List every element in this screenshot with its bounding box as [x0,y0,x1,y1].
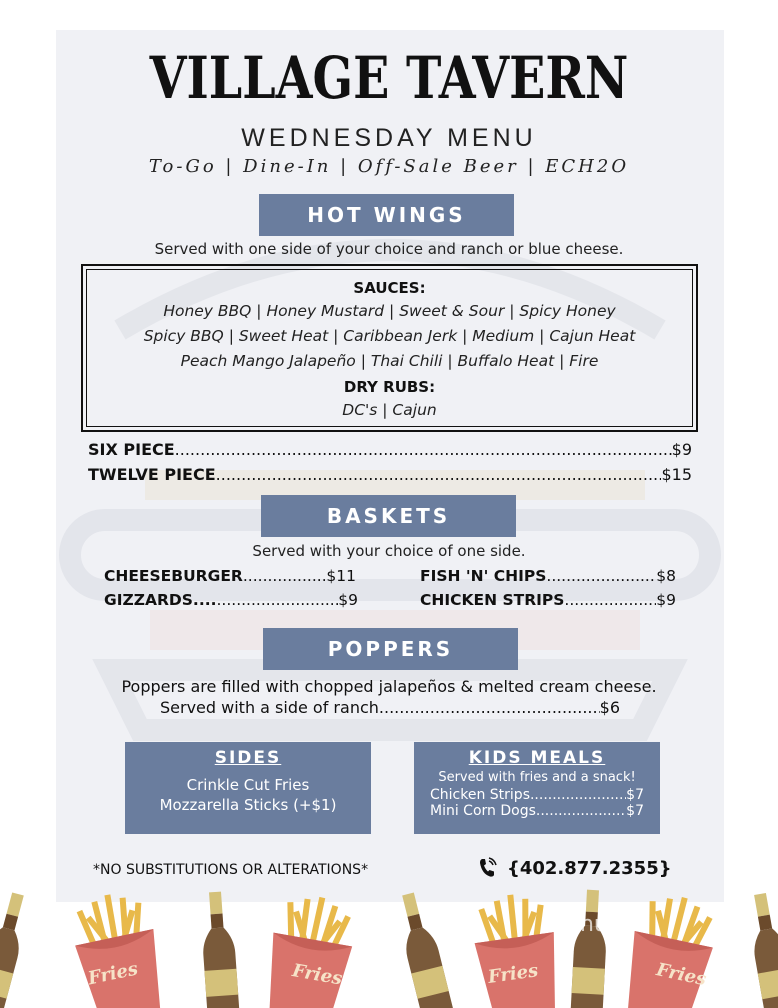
fries-label: Fries [486,960,540,988]
phone-text: {402.877.2355} [507,857,672,879]
item-price: $15 [661,465,692,484]
hot-wings-description: Served with one side of your choice and ranch or blue cheese. [154,240,624,258]
baskets-banner: BASKETS [261,495,516,537]
phone-icon [477,857,497,879]
fries-label: Fries [654,959,709,991]
kids-meals-box [414,742,660,834]
menu-item [420,591,676,609]
sauce-line: Honey BBQ | Honey Mustard | Sweet & Sour | Spicy Honey [163,302,616,320]
menu-item [104,591,358,609]
baskets-description: Served with your choice of one side. [252,542,526,560]
kids-item [430,787,644,803]
side-item: Mozzarella Sticks (+$1) [159,796,337,814]
item-name: Served with a side of ranch [160,698,379,717]
item-name: TWELVE PIECE [88,465,216,484]
sauce-line: Spicy BBQ | Sweet Heat | Caribbean Jerk | Medium | Cajun Heat [143,327,636,345]
kids-meals-title: KIDS MEALS [468,748,606,768]
menu-subtitle: WEDNESDAY MENU [241,124,537,152]
item-price: $9 [656,591,676,609]
item-name: Mini Corn Dogs [430,803,536,819]
poppers-banner: POPPERS [263,628,518,670]
sauce-box [81,264,698,432]
dry-rubs-heading: DRY RUBS: [343,378,436,396]
sides-title: SIDES [214,748,282,768]
item-name: GIZZARDS.... [104,591,217,609]
sauces-heading: SAUCES: [353,279,426,297]
item-price: $9 [671,440,692,459]
sauce-line: Peach Mango Jalapeño | Thai Chili | Buffalo Heat | Fire [180,352,599,370]
menu-item [420,567,676,585]
no-substitutions-note: *NO SUBSTITUTIONS OR ALTERATIONS* [93,862,369,878]
kids-item [430,803,644,819]
item-name: SIX PIECE [88,440,175,459]
poppers-description: Poppers are filled with chopped jalapeños & melted cream cheese. [121,677,657,696]
item-price: $6 [599,698,620,717]
item-name: FISH 'N' CHIPS [420,567,547,585]
fries-label: Fries [290,960,344,990]
menu-item [104,567,356,585]
item-price: $11 [326,567,356,585]
item-price: $7 [626,803,644,819]
phone-number[interactable] [477,857,672,879]
fries-label: Fries [86,958,140,990]
item-price: $7 [626,787,644,803]
poppers-price-row [160,698,620,717]
beer-and-fries-border [0,880,778,1008]
item-name: CHICKEN STRIPS [420,591,565,609]
services-line: To-Go | Dine-In | Off-Sale Beer | ECH2O [148,156,630,177]
menu-item [88,440,692,459]
item-price: $9 [338,591,358,609]
menupix-watermark: menupix [545,912,641,937]
dry-rubs-line: DC's | Cajun [342,401,437,419]
restaurant-title: VILLAGE TAVERN [149,44,629,112]
hot-wings-banner: HOT WINGS [259,194,514,236]
sides-box [125,742,371,834]
item-price: $8 [656,567,676,585]
menu-item [88,465,692,484]
item-name: Chicken Strips [430,787,530,803]
side-item: Crinkle Cut Fries [186,776,310,794]
item-name: CHEESEBURGER [104,567,243,585]
kids-meals-note: Served with fries and a snack! [438,770,636,785]
